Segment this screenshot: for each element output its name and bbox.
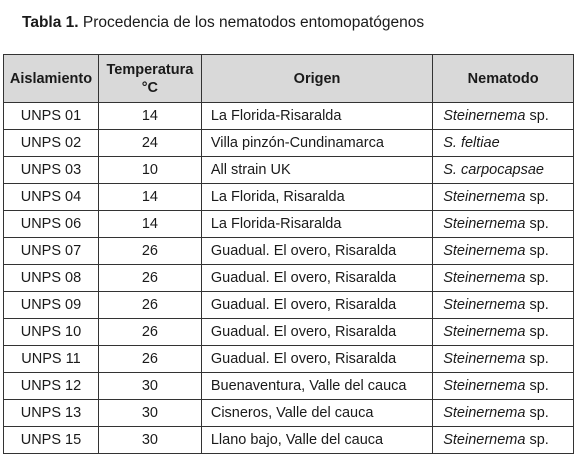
cell-nematodo <box>433 184 574 211</box>
cell-nematodo <box>433 103 574 130</box>
cell-aislamiento: UNPS 09 <box>4 292 99 319</box>
cell-temperatura: 14 <box>98 184 201 211</box>
cell-origen: Llano bajo, Valle del cauca <box>201 427 432 454</box>
nematodo-suffix: sp. <box>525 378 549 394</box>
cell-nematodo <box>433 400 574 427</box>
nematodo-species: Steinernema <box>443 216 526 232</box>
cell-nematodo <box>433 238 574 265</box>
cell-aislamiento: UNPS 04 <box>4 184 99 211</box>
header-temperatura-unit: °C <box>141 79 159 96</box>
nematodo-species: S. feltiae <box>443 135 500 151</box>
nematodo-suffix: sp. <box>525 189 549 205</box>
cell-aislamiento: UNPS 01 <box>4 103 99 130</box>
nematodo-species: S. carpocapsae <box>443 162 544 178</box>
nematodo-species: Steinernema <box>443 405 526 421</box>
caption-text: Procedencia de los nematodos entomopatógenos <box>82 14 425 31</box>
cell-aislamiento: UNPS 12 <box>4 373 99 400</box>
nematodo-suffix: sp. <box>525 216 549 232</box>
table-row <box>4 211 574 238</box>
nematodo-species: Steinernema <box>443 324 526 340</box>
table-body <box>4 103 574 454</box>
cell-origen: Cisneros, Valle del cauca <box>201 400 432 427</box>
cell-origen: Guadual. El overo, Risaralda <box>201 265 432 292</box>
cell-temperatura: 14 <box>98 211 201 238</box>
nematodo-species: Steinernema <box>443 189 526 205</box>
cell-origen: La Florida-Risaralda <box>201 211 432 238</box>
cell-nematodo <box>433 346 574 373</box>
header-origen: Origen <box>201 55 432 103</box>
cell-origen: Villa pinzón-Cundinamarca <box>201 130 432 157</box>
cell-temperatura: 26 <box>98 319 201 346</box>
nematodo-suffix: sp. <box>525 432 549 448</box>
nematodo-species: Steinernema <box>443 270 526 286</box>
nematodo-species: Steinernema <box>443 351 526 367</box>
cell-temperatura: 30 <box>98 373 201 400</box>
nematodo-suffix: sp. <box>525 297 549 313</box>
nematodo-species: Steinernema <box>443 297 526 313</box>
nematodo-suffix: sp. <box>525 108 549 124</box>
nematodo-species: Steinernema <box>443 243 526 259</box>
table-row <box>4 103 574 130</box>
cell-origen: Guadual. El overo, Risaralda <box>201 319 432 346</box>
table-row <box>4 238 574 265</box>
cell-nematodo <box>433 211 574 238</box>
table-row <box>4 346 574 373</box>
table-row <box>4 373 574 400</box>
cell-temperatura: 26 <box>98 292 201 319</box>
cell-temperatura: 10 <box>98 157 201 184</box>
cell-aislamiento: UNPS 15 <box>4 427 99 454</box>
nematodo-species: Steinernema <box>443 108 526 124</box>
cell-temperatura: 26 <box>98 265 201 292</box>
nematodo-suffix: sp. <box>525 270 549 286</box>
cell-aislamiento: UNPS 13 <box>4 400 99 427</box>
cell-temperatura: 14 <box>98 103 201 130</box>
cell-origen: La Florida, Risaralda <box>201 184 432 211</box>
table-row <box>4 292 574 319</box>
cell-nematodo <box>433 373 574 400</box>
header-aislamiento: Aislamiento <box>4 55 99 103</box>
cell-nematodo <box>433 292 574 319</box>
cell-origen: Guadual. El overo, Risaralda <box>201 238 432 265</box>
cell-origen: All strain UK <box>201 157 432 184</box>
cell-aislamiento: UNPS 08 <box>4 265 99 292</box>
cell-origen: Buenaventura, Valle del cauca <box>201 373 432 400</box>
cell-temperatura: 30 <box>98 400 201 427</box>
nematodo-suffix: sp. <box>525 351 549 367</box>
table-header-row <box>4 55 574 103</box>
cell-origen: Guadual. El overo, Risaralda <box>201 292 432 319</box>
cell-origen: La Florida-Risaralda <box>201 103 432 130</box>
nematodo-suffix: sp. <box>525 243 549 259</box>
cell-nematodo <box>433 157 574 184</box>
table-row <box>4 319 574 346</box>
cell-temperatura: 26 <box>98 346 201 373</box>
table-row <box>4 184 574 211</box>
cell-origen: Guadual. El overo, Risaralda <box>201 346 432 373</box>
cell-temperatura: 24 <box>98 130 201 157</box>
table-row <box>4 400 574 427</box>
cell-nematodo <box>433 319 574 346</box>
nematodo-suffix: sp. <box>525 324 549 340</box>
table-row <box>4 427 574 454</box>
cell-aislamiento: UNPS 03 <box>4 157 99 184</box>
cell-nematodo <box>433 265 574 292</box>
cell-temperatura: 26 <box>98 238 201 265</box>
cell-nematodo <box>433 130 574 157</box>
table-caption <box>22 14 424 32</box>
nematodo-suffix: sp. <box>525 405 549 421</box>
cell-aislamiento: UNPS 11 <box>4 346 99 373</box>
header-temperatura <box>98 55 201 103</box>
table-row <box>4 130 574 157</box>
cell-aislamiento: UNPS 06 <box>4 211 99 238</box>
header-temperatura-label: Temperatura <box>106 61 194 78</box>
nematodo-species: Steinernema <box>443 432 526 448</box>
cell-aislamiento: UNPS 10 <box>4 319 99 346</box>
cell-aislamiento: UNPS 02 <box>4 130 99 157</box>
nematode-table <box>3 54 574 454</box>
cell-aislamiento: UNPS 07 <box>4 238 99 265</box>
nematodo-species: Steinernema <box>443 378 526 394</box>
cell-nematodo <box>433 427 574 454</box>
caption-label: Tabla 1. <box>22 14 79 31</box>
cell-temperatura: 30 <box>98 427 201 454</box>
table-row <box>4 157 574 184</box>
header-nematodo: Nematodo <box>433 55 574 103</box>
table-row <box>4 265 574 292</box>
